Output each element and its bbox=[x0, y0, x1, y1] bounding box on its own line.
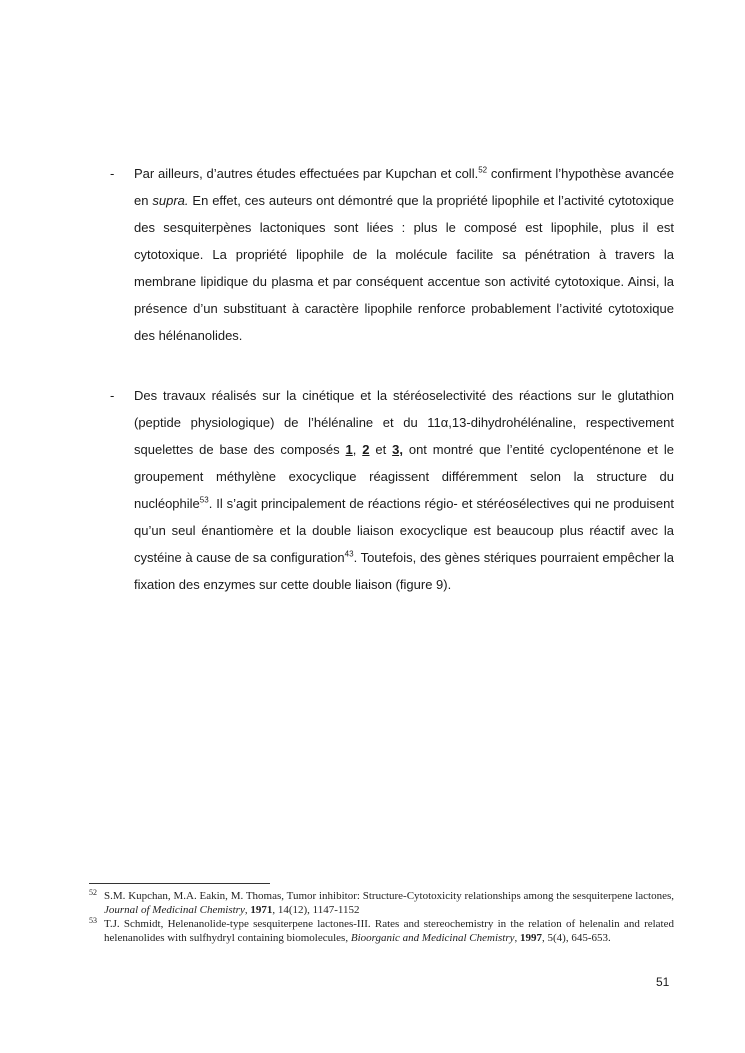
text-run: . Toutefois, des gènes stériques pourraient empêcher la fixation des enzymes sur cette double liaison (figure 9). bbox=[134, 550, 674, 592]
text-run: Des travaux réalisés sur la cinétique et la stéréoselectivité des réactions sur le glutathion (peptide physiologique) de l’hélénaline et du 11α,13-dihydrohélénaline, respectivement squelettes de base des composés bbox=[134, 388, 674, 457]
italic-term: supra. bbox=[152, 193, 189, 208]
footnote-mark: 53 bbox=[89, 916, 97, 925]
footnote-text: S.M. Kupchan, M.A. Eakin, M. Thomas, Tumor inhibitor: Structure-Cytotoxicity relationships among the sesquiterpene lactones, bbox=[104, 890, 674, 902]
paragraph-text bbox=[134, 382, 674, 598]
footnote-separator bbox=[89, 883, 270, 884]
text-run: et bbox=[369, 442, 393, 457]
text-run: confirment l’hypothèse avancée en bbox=[134, 166, 674, 208]
paragraph-text bbox=[134, 160, 674, 349]
footnote-ref-43[interactable]: 43 bbox=[344, 549, 354, 559]
text-run: Par ailleurs, d’autres études effectuées par Kupchan et coll. bbox=[134, 166, 479, 181]
footnote-text: , 5(4), 645-653. bbox=[542, 932, 611, 944]
bullet-dash: - bbox=[110, 388, 115, 403]
compound-ref-3: 3, bbox=[392, 442, 403, 457]
text-run: En effet, ces auteurs ont démontré que la propriété lipophile et l’activité cytotoxique des sesquiterpènes lactoniques sont liées : plus le composé est lipophile, plus il est cytotoxique. La propriété lipophile de la molécule facilite sa pénétration à travers la membrane lipidique du plasma et par conséquent accentue son activité cytotoxique. Ainsi, la présence d’un substituant à caractère lipophile renforce probablement l’activité cytotoxique des hélénanolides. bbox=[134, 193, 674, 343]
footnote-text: , bbox=[514, 932, 520, 944]
publication-year: 1971 bbox=[250, 904, 273, 916]
publication-year: 1997 bbox=[520, 932, 542, 944]
footnote-ref-53[interactable]: 53 bbox=[199, 495, 209, 505]
journal-name: Journal of Medicinal Chemistry bbox=[104, 904, 245, 916]
footnote-text: T.J. Schmidt, Helenanolide-type sesquiterpene lactones-III. Rates and stereochemistry in the relation of helenalin and related helenanolides with sulfhydryl containing biomolecules, bbox=[104, 918, 674, 944]
text-run: . Il s’agit principalement de réactions régio- et stéréosélectives qui ne produisent qu’un seul énantiomère et la double liaison exocyclique est beaucoup plus réactif avec la cystéine à cause de sa configuration bbox=[134, 496, 674, 565]
footnote-52 bbox=[89, 889, 674, 917]
footnote-text: , bbox=[244, 904, 251, 916]
footnotes bbox=[89, 889, 674, 945]
footnote-text: , 14(12), 1147-1152 bbox=[272, 904, 360, 916]
paragraph-kupchan bbox=[110, 160, 674, 349]
journal-name: Bioorganic and Medicinal Chemistry bbox=[350, 932, 515, 944]
bullet-dash: - bbox=[110, 166, 115, 181]
paragraph-glutathion bbox=[110, 382, 674, 598]
text-run: ont montré que l’entité cyclopenténone et le groupement méthylène exocyclique réagissent différemment selon la structure du nucléophile bbox=[134, 442, 674, 511]
page-number: 51 bbox=[656, 975, 670, 989]
footnote-ref-52[interactable]: 52 bbox=[478, 165, 488, 175]
compound-ref-1: 1 bbox=[345, 442, 353, 457]
footnote-53 bbox=[89, 917, 674, 945]
compound-ref-2: 2 bbox=[362, 442, 370, 457]
text-run: , bbox=[352, 442, 363, 457]
footnote-mark: 52 bbox=[89, 888, 97, 897]
